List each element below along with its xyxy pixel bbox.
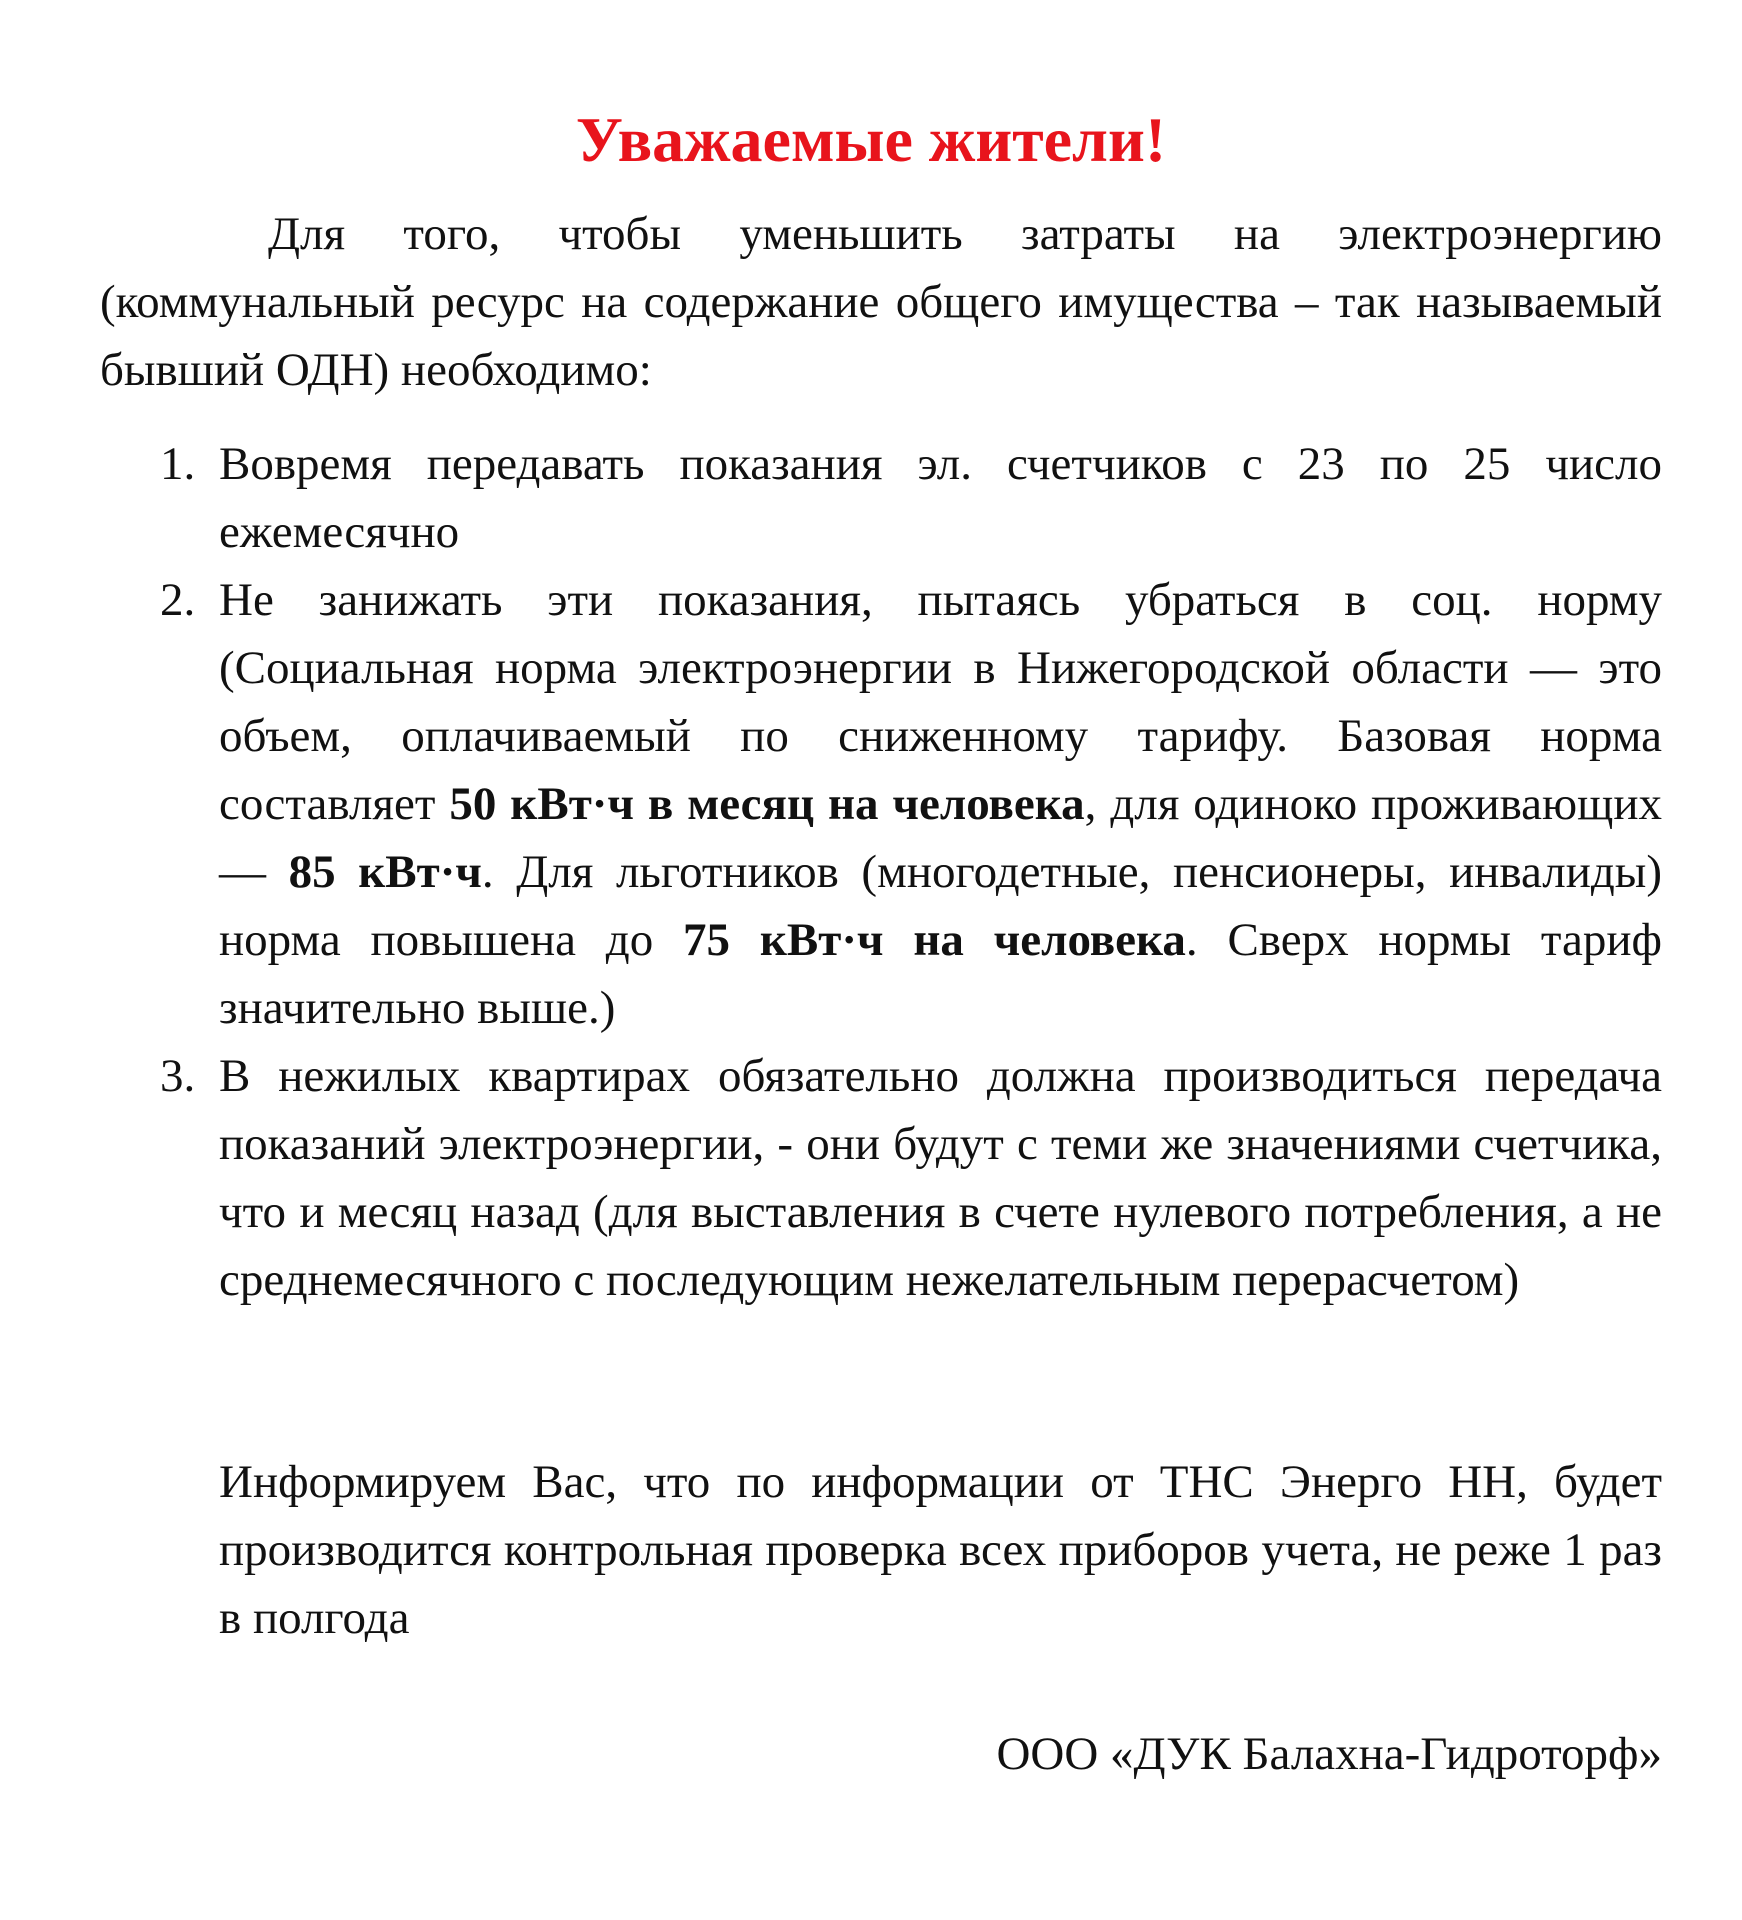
list-item-text: В нежилых квартирах обязательно должна производиться передача показаний электроэнергии, - они будут с теми же значениями счетчика, что и месяц назад (для выставления в счете нулевого потребления, а не среднемесячного с последующим нежелательным перерасчетом) <box>219 1050 1662 1306</box>
list-item-text: , для одиноко проживающих — <box>219 778 1662 898</box>
list-item-text: Вовремя передавать показания эл. счетчиков с 23 по 25 число ежемесячно <box>219 438 1662 558</box>
list-item-number: 2. <box>160 574 196 626</box>
list-item <box>100 430 1662 566</box>
bold-norm-benefit: 75 кВт·ч на человека <box>683 914 1186 966</box>
bold-norm-single: 85 кВт·ч <box>288 846 482 898</box>
list-item-text: . Сверх нормы тариф значительно выше.) <box>219 914 1663 1034</box>
list-item <box>100 1042 1662 1314</box>
notice-title: Уважаемые жители! <box>575 104 1167 175</box>
list-item-text: . Для льготников (многодетные, пенсионеры, инвалиды) норма повышена до <box>219 846 1663 966</box>
requirements-list <box>100 430 1662 1314</box>
bold-norm-base: 50 кВт·ч в месяц на человека <box>449 778 1085 830</box>
list-item <box>100 566 1662 1042</box>
list-item-number: 1. <box>160 438 196 490</box>
signature: ООО «ДУК Балахна-Гидроторф» <box>996 1728 1662 1780</box>
info-paragraph: Информируем Вас, что по информации от ТНС Энерго НН, будет производится контрольная проверка всех приборов учета, не реже 1 раз в полгода <box>219 1456 1662 1644</box>
list-item-text: Не занижать эти показания, пытаясь убраться в соц. норму (Социальная норма электроэнергии в Нижегородской области — это объем, оплачиваемый по сниженному тарифу. Базовая норма составляет <box>219 574 1662 830</box>
intro-paragraph: Для того, чтобы уменьшить затраты на электроэнергию (коммунальный ресурс на содержание общего имущества – так называемый бывший ОДН) необходимо: <box>100 208 1662 396</box>
list-item-number: 3. <box>160 1050 196 1102</box>
